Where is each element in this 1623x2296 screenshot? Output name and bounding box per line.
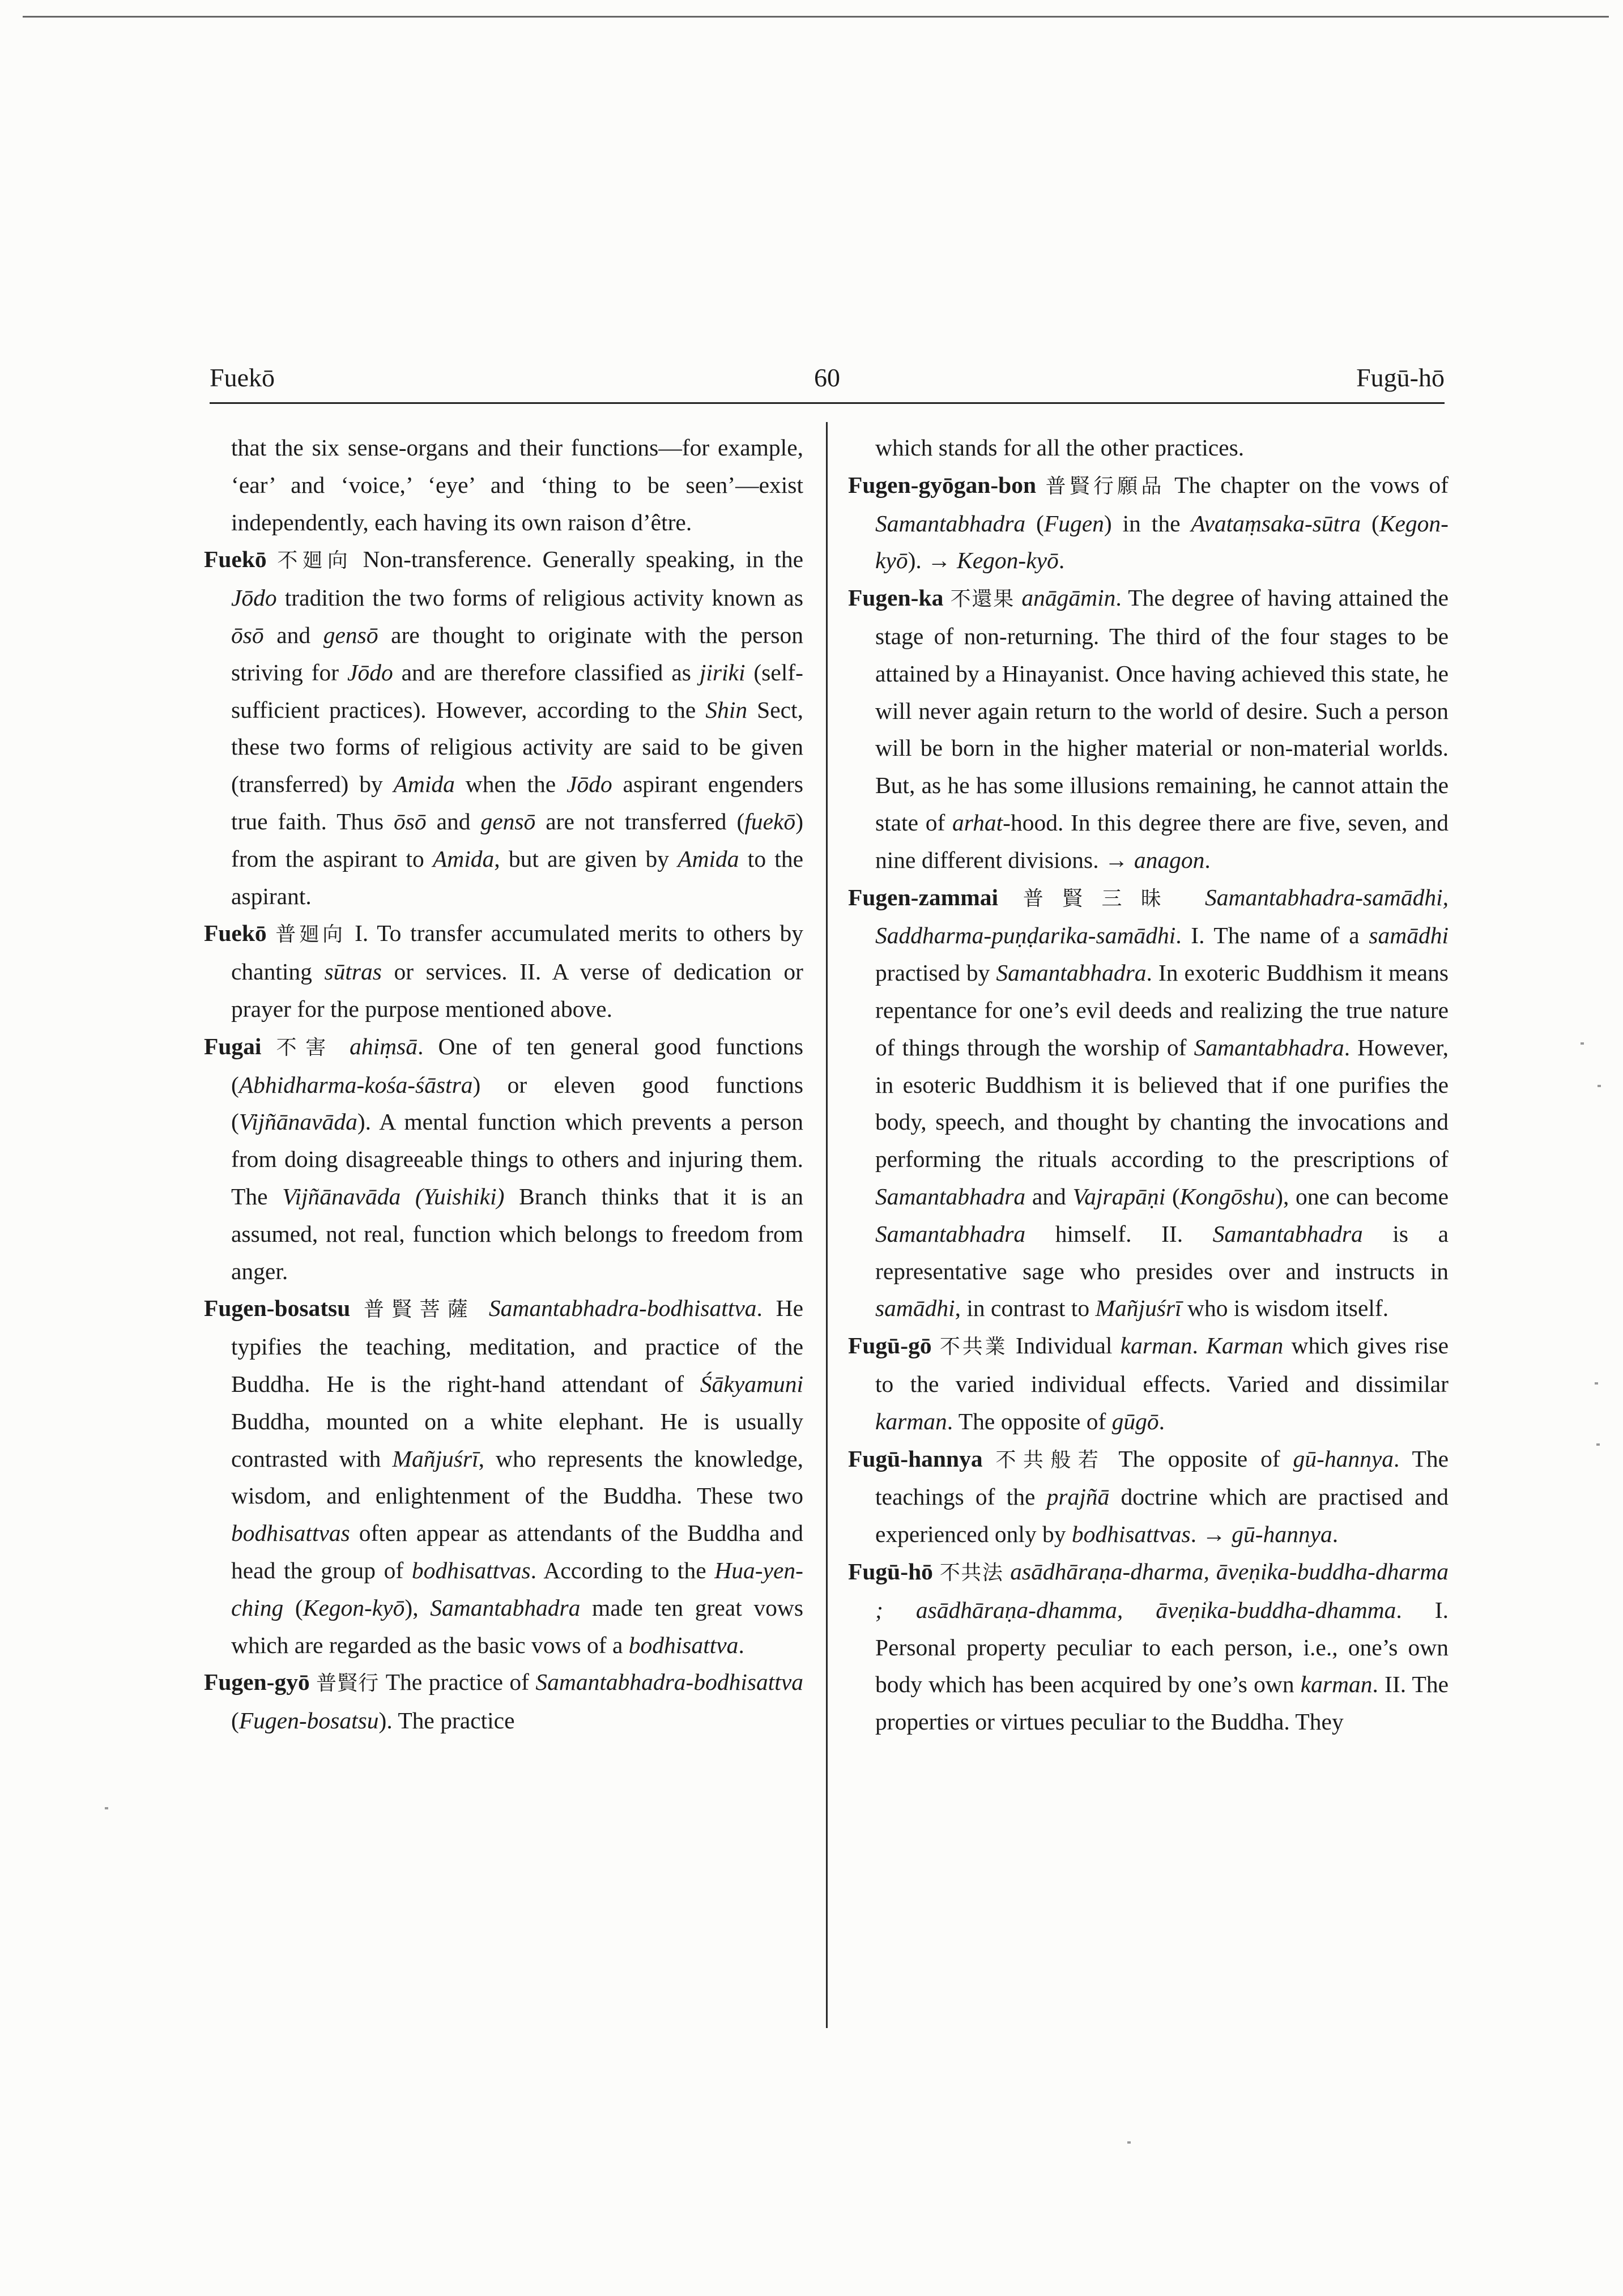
headword: Fugai: [204, 1033, 262, 1059]
header-left-guide-word: Fuekō: [210, 363, 275, 392]
top-edge-rule: [23, 16, 1609, 18]
kanji: 不還果: [950, 587, 1015, 611]
dictionary-entry-fugu-go: Fugū-gō 不共業 Individual karman. Karman which gives rise to the varied individual effects. Varied and dissimilar karman. The opposite of gūgō.: [848, 1332, 1449, 1434]
dictionary-entry-fugen-bosatsu: Fugen-bosatsu 普賢菩薩 Samantabhadra-bodhisattva. He typifies the teaching, meditation, and practice of the Buddha. He is the right-hand attendant of Śākyamuni Buddha, mounted on a white elephant. He is usually contrasted with Mañjuśrī, who represents the knowledge, wisdom, and enlightenment of the Buddha. These two bodhisattvas often appear as attendants of the Buddha and head the group of bodhisattvas. According to the Hua-yen-ching (Kegon-kyō), Samantabhadra made ten great vows which are regarded as the basic vows of a bodhisattva.: [204, 1295, 803, 1658]
kanji: 普賢三昧: [1023, 887, 1181, 910]
headword: Fugū-gō: [848, 1332, 932, 1359]
column-divider: [826, 422, 828, 2028]
page-number: 60: [814, 363, 840, 392]
headword: Fugen-zammai: [848, 884, 999, 910]
headword: Fugen-bosatsu: [204, 1295, 351, 1322]
scan-speck: [1581, 1042, 1584, 1045]
headword: Fugen-gyō: [204, 1669, 310, 1696]
right-column: [848, 429, 1449, 1741]
headword: Fuekō: [204, 920, 267, 947]
dictionary-entry-fugen-gyo: Fugen-gyō 普賢行 The practice of Samantabhadra-bodhisattva (Fugen-bosatsu). The practice: [204, 1669, 803, 1734]
kanji: 普廻向: [275, 923, 346, 947]
kanji: 普賢行: [316, 1672, 380, 1696]
kanji: 普賢菩薩: [363, 1298, 476, 1322]
dictionary-entry-fugen-gyogan-bon: Fugen-gyōgan-bon 普賢行願品 The chapter on the vows of Samantabhadra (Fugen) in the Avataṃsaka-sūtra (Kegon-kyō). → Kegon-kyō.: [848, 471, 1449, 574]
dictionary-entry-fugen-zammai: Fugen-zammai 普賢三昧 Samantabhadra-samādhi, Saddharma-puṇḍarika-samādhi. I. The name of a samādhi practised by Samantabhadra. In exoteric Buddhism it means repentance for one’s evil deeds and realizing the true nature of things through the worship of Samantabhadra. However, in esoteric Buddhism it is believed that if one purifies the body, speech, and thought by chanting the invocations and performing the rituals according to the prescriptions of Samantabhadra and Vajrapāṇi (Kongōshu), one can become Samantabhadra himself. II. Samantabhadra is a representative sage who presides over and instructs in samādhi, in contrast to Mañjuśrī who is wisdom itself.: [848, 884, 1449, 1322]
kanji: 不害: [276, 1036, 335, 1059]
header-rule: [210, 402, 1445, 404]
scan-speck: [1596, 1443, 1600, 1446]
kanji: 不共般若: [995, 1448, 1106, 1472]
dictionary-entry-fugai: Fugai 不害 ahiṃsā. One of ten general good functions (Abhidharma-kośa-śāstra) or eleven good functions (Vijñānavāda). A mental function which prevents a person from doing disagreeable things to others and injuring them. The Vijñānavāda (Yuishiki) Branch thinks that it is an assumed, not real, function which belongs to freedom from anger.: [204, 1033, 804, 1284]
dictionary-entry-fueko-2: Fuekō 普廻向 I. To transfer accumulated merits to others by chanting sūtras or services. II. A verse of dedication or prayer for the purpose mentioned above.: [204, 920, 803, 1022]
dictionary-entry-fugen-ka: Fugen-ka 不還果 anāgāmin. The degree of having attained the stage of non-returning. The third of the four stages to be attained by a Hinayanist. Once having achieved this state, he will never again return to the world of desire. Such a person will be born in the higher material or non-material worlds. But, as he has some illusions remaining, he cannot attain the state of arhat-hood. In this degree there are five, seven, and nine different divisions. → anagon.: [848, 585, 1449, 873]
continued-text: that the six sense-organs and their functions—for example, ‘ear’ and ‘voice,’ ‘eye’ and ‘thing to be seen’—exist independently, each having its own raison d’être.: [231, 435, 803, 535]
scan-speck: [1598, 1085, 1601, 1087]
scan-speck: [105, 1807, 108, 1809]
headword: Fugū-hō: [848, 1558, 933, 1584]
dictionary-entry-fugu-ho: Fugū-hō 不共法 asādhāraṇa-dharma, āveṇika-buddha-dharma ; asādhāraṇa-dhamma, āveṇika-buddha-dhamma. I. Personal property peculiar to each person, i.e., one’s own body which has been acquired by one’s own karman. II. The properties or virtues peculiar to the Buddha. They: [848, 1558, 1449, 1735]
running-header: [210, 363, 1445, 397]
dictionary-entry-fugu-hannya: Fugū-hannya 不共般若 The opposite of gū-hannya. The teachings of the prajñā doctrine which are practised and experienced only by bodhisattvas. → gū-hannya.: [848, 1445, 1449, 1548]
kanji: 不共業: [939, 1335, 1008, 1359]
headword: Fugen-gyōgan-bon: [848, 471, 1037, 498]
continued-text: which stands for all the other practices.: [875, 435, 1245, 461]
header-right-guide-word: Fugū-hō: [1356, 363, 1445, 392]
dictionary-entry-fueko-1: Fuekō 不廻向 Non-transference. Generally speaking, in the Jōdo tradition the two forms of religious activity known as ōsō and gensō are thought to originate with the person striving for Jōdo and are therefore classified as jiriki (self-sufficient practices). However, according to the Shin Sect, these two forms of religious activity are said to be given (transferred) by Amida when the Jōdo aspirant engenders true faith. Thus ōsō and gensō are not transferred (fuekō) from the aspirant to Amida, but are given by Amida to the aspirant.: [204, 546, 804, 909]
left-column: [204, 429, 803, 1740]
headword: Fugū-hannya: [848, 1445, 983, 1472]
headword: Fuekō: [204, 546, 267, 573]
scan-speck: [1127, 2141, 1131, 2144]
kanji: 不廻向: [277, 549, 353, 573]
headword: Fugen-ka: [848, 585, 944, 611]
kanji: 普賢行願品: [1045, 474, 1165, 498]
scan-speck: [1595, 1382, 1598, 1385]
kanji: 不共法: [939, 1561, 1004, 1584]
